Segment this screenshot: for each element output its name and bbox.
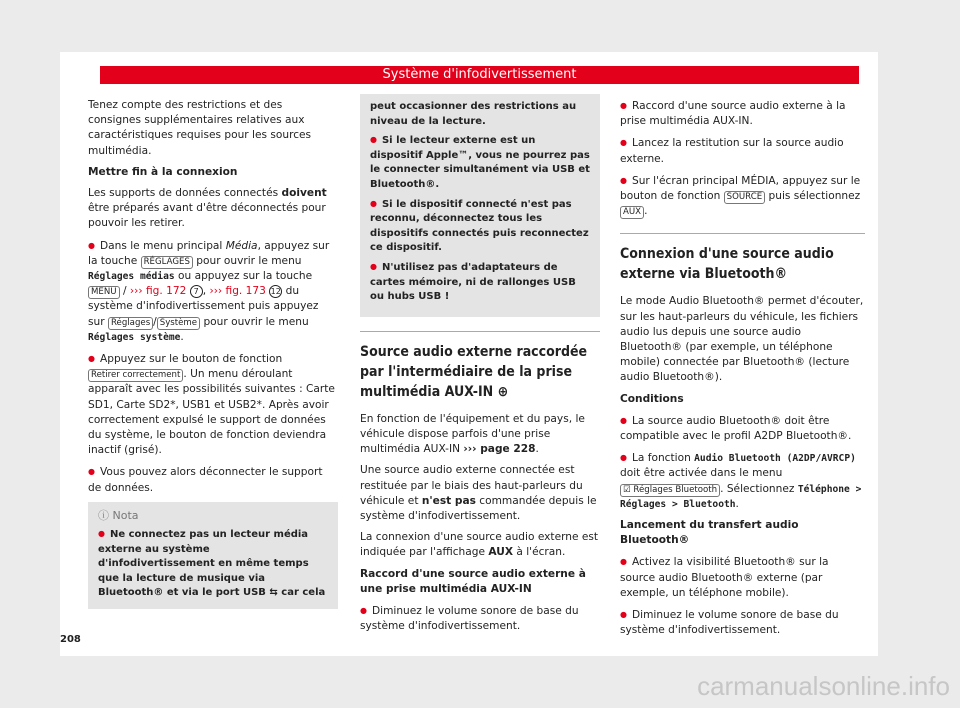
note-text: ● Ne connectez pas un lecteur média externe au système d'infodivertissement en même temps que la lecture de musique via Bluetooth® et via le port USB ⇆ car cela [98, 527, 328, 601]
bullet-eject: ● Appuyez sur le bouton de fonction Retirer correctement . Un menu déroulant apparaît avec les possibilités suivantes : Carte SD1, Carte SD2*, USB1 et USB2*. Après avoir correctement expulsé le support de données du système, le bouton de fonction deviendra inactif (grisé). [88, 351, 338, 458]
heading-conditions: Conditions [620, 392, 684, 405]
column-right: ● Raccord d'une source audio externe à la prise multimédia AUX-IN. ● Lancez la restitution sur la source audio externe. ● Sur l'écran principal MÉDIA, appuyez sur le bouton de fonction SOURCE puis sélectionnez AUX . Connexion d'une source audio externe via Bluetooth® Le mode Audio Bluetooth® permet d'écouter, sur les haut-parleurs du véhicule, les fichiers audio lus depuis une source audio Bluetooth® (par exemple, un téléphone mobile) connectée par Bluetooth® (lecture audio Bluetooth®). Conditions ● La source audio Bluetooth® doit être compatible avec le profil A2DP Bluetooth®. ● La fonction Audio Bluetooth (A2DP/AVRCP) doit être activée dans le menu ☑ Réglages Bluetooth . Sélectionnez Téléphone > Réglages > Bluetooth. Lancement du transfert audio Bluetooth® ● Activez la visibilité Bluetooth® sur la source audio Bluetooth® externe (par exemple, un téléphone mobile). ● Diminuez le volume sonore de base du système d'infodivertissement. [620, 98, 865, 644]
key-reglages: RÉGLAGES [141, 256, 193, 269]
paragraph-aux-display: La connexion d'une source audio externe est indiquée par l'affichage AUX à l'écran. [360, 531, 599, 559]
intro-paragraph: Tenez compte des restrictions et des consignes supplémentaires relatives aux caractéristiques requises pour les sources multimédia. [88, 99, 312, 157]
key-reglages-bluetooth: ☑ Réglages Bluetooth [620, 484, 720, 497]
paragraph-bluetooth-mode: Le mode Audio Bluetooth® permet d'écouter, sur les haut-parleurs du véhicule, les fichiers audio lus depuis une source audio Bluetooth® (par exemple, un téléphone mobile) connectée par Bluetooth® (lecture audio Bluetooth®). [620, 295, 864, 384]
heading-bt-transfer: Lancement du transfert audio Bluetooth® [620, 519, 799, 547]
manual-page [60, 52, 878, 656]
heading-aux-connection: Raccord d'une source audio externe à une prise multimédia AUX-IN [360, 567, 586, 595]
key-source: SOURCE [724, 191, 765, 204]
section-header: Système d'infodivertissement [100, 66, 859, 84]
info-icon: ⓘ [98, 508, 109, 522]
key-menu: MENU [88, 286, 120, 299]
bullet-disconnect: ● Vous pouvez alors déconnecter le support de données. [88, 464, 338, 495]
heading-end-connection: Mettre fin à la connexion [88, 165, 238, 178]
note-box: ⓘ Nota ● Ne connectez pas un lecteur média externe au système d'infodivertissement en même temps que la lecture de musique via Bluetooth® et via le port USB ⇆ car cela [88, 502, 338, 609]
page-number: 208 [60, 634, 81, 645]
paragraph-prepare: Les supports de données connectés doivent être préparés avant d'être déconnectés pour pouvoir les retirer. [88, 187, 327, 230]
column-left [88, 98, 338, 609]
figure-ref-173: ››› fig. 173 [209, 285, 266, 298]
aux-icon: ⊕ [493, 383, 509, 400]
bullet-volume: ● Diminuez le volume sonore de base du système d'infodivertissement. [360, 603, 600, 634]
key-aux: AUX [620, 206, 644, 219]
key-retirer-correctement: Retirer correctement [88, 369, 183, 382]
bullet-menu-instructions: ● Dans le menu principal Média, appuyez sur la touche RÉGLAGES pour ouvrir le menu Réglages médias ou appuyez sur la touche MENU / ››› fig. 172 7 , ››› fig. 173 12 du système d'infodivertissement puis appuyez sur Réglages / Système pour ouvrir le menu Réglages système. [88, 238, 338, 345]
note-continuation: peut occasionner des restrictions au niveau de la lecture. ● Si le lecteur externe est un dispositif Apple™, vous ne pourrez pas le connecter simultanément via USB et Bluetooth®. ● Si le dispositif connecté n'est pas reconnu, déconnectez tous les dispositifs connectés puis reconnectez ce dispositif. ● N'utilisez pas d'adaptateurs de cartes mémoire, ni de rallonges USB ou hubs USB ! [360, 94, 600, 317]
bullet-a2dp: ● La fonction Audio Bluetooth (A2DP/AVRCP) doit être activée dans le menu ☑ Réglages Bluetooth . Sélectionnez Téléphone > Réglages > Bluetooth. [620, 450, 865, 512]
column-middle [360, 98, 600, 640]
paragraph-aux-playback: Une source audio externe connectée est restituée par le biais des haut-parleurs du véhicule et n'est pas commandée depuis le système d'infodivertissement. [360, 464, 597, 522]
heading-aux-in: Source audio externe raccordée par l'intermédiaire de la prise multimédia AUX-IN ⊕ [360, 331, 600, 402]
bullet-source-select: ● Sur l'écran principal MÉDIA, appuyez sur le bouton de fonction SOURCE puis sélectionnez AUX . [620, 173, 865, 220]
heading-bluetooth: Connexion d'une source audio externe via Bluetooth® [620, 233, 865, 284]
figure-ref-172: ››› fig. 172 [129, 285, 187, 298]
paragraph-aux-equipment: En fonction de l'équipement et du pays, le véhicule dispose parfois d'une prise multimédia AUX-IN ››› page 228. [360, 412, 585, 456]
watermark: carmanualsonline.info [697, 671, 950, 701]
